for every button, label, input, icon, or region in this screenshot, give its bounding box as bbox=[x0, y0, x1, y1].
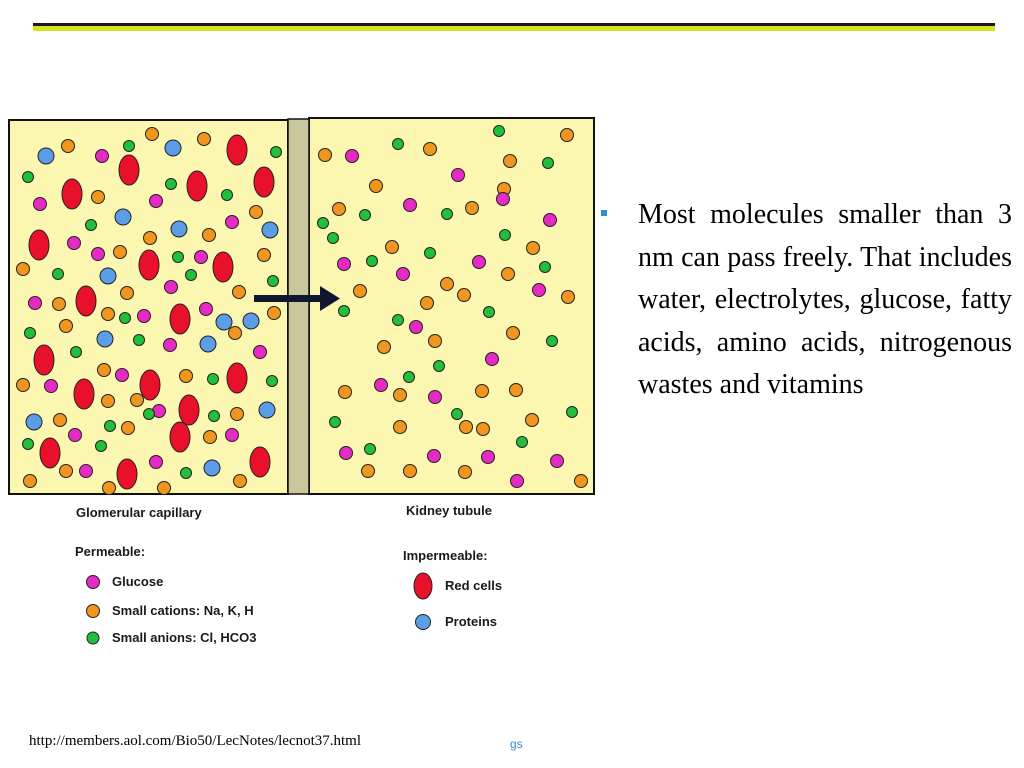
cation-particle bbox=[441, 278, 454, 291]
red-cell-particle bbox=[213, 252, 233, 282]
anion-particle bbox=[271, 147, 282, 158]
cation-particle bbox=[510, 384, 523, 397]
cation-particle bbox=[53, 298, 66, 311]
cation-particle bbox=[250, 206, 263, 219]
anion-particle bbox=[328, 233, 339, 244]
red-cell-legend-label: Red cells bbox=[445, 578, 503, 593]
anion-particle bbox=[442, 209, 453, 220]
bullet-marker bbox=[601, 210, 607, 216]
anion-particle bbox=[23, 172, 34, 183]
red-cell-particle bbox=[117, 459, 137, 489]
glucose-particle bbox=[551, 455, 564, 468]
glucose-legend-icon bbox=[87, 576, 100, 589]
cation-particle bbox=[459, 466, 472, 479]
glucose-particle bbox=[340, 447, 353, 460]
membrane bbox=[288, 119, 309, 494]
glucose-particle bbox=[511, 475, 524, 488]
glucose-particle bbox=[29, 297, 42, 310]
cation-particle bbox=[114, 246, 127, 259]
glucose-particle bbox=[497, 193, 510, 206]
red-cell-particle bbox=[170, 422, 190, 452]
glucose-particle bbox=[34, 198, 47, 211]
anion-particle bbox=[404, 372, 415, 383]
glucose-particle bbox=[254, 346, 267, 359]
cation-particle bbox=[122, 422, 135, 435]
protein-particle bbox=[259, 402, 275, 418]
cation-particle bbox=[526, 414, 539, 427]
glucose-particle bbox=[397, 268, 410, 281]
glucose-particle bbox=[164, 339, 177, 352]
red-cell-particle bbox=[187, 171, 207, 201]
cation-particle bbox=[476, 385, 489, 398]
protein-particle bbox=[100, 268, 116, 284]
right-label: Kidney tubule bbox=[406, 503, 492, 518]
cation-particle bbox=[60, 320, 73, 333]
cation-particle bbox=[258, 249, 271, 262]
red-cell-particle bbox=[139, 250, 159, 280]
glucose-particle bbox=[404, 199, 417, 212]
protein-legend-label: Proteins bbox=[445, 614, 498, 629]
anion-particle bbox=[268, 276, 279, 287]
anion-particle bbox=[267, 376, 278, 387]
glucose-particle bbox=[150, 456, 163, 469]
anion-particle bbox=[393, 315, 404, 326]
cation-particle bbox=[98, 364, 111, 377]
anion-particle bbox=[425, 248, 436, 259]
cation-particle bbox=[421, 297, 434, 310]
cation-particle bbox=[102, 308, 115, 321]
anion-particle bbox=[181, 468, 192, 479]
glucose-particle bbox=[138, 310, 151, 323]
cation-particle bbox=[60, 465, 73, 478]
cation-particle bbox=[92, 191, 105, 204]
cation-particle bbox=[575, 475, 588, 488]
anion-particle bbox=[86, 220, 97, 231]
cation-particle bbox=[158, 482, 171, 495]
glucose-particle bbox=[428, 450, 441, 463]
red-cell-particle bbox=[254, 167, 274, 197]
cation-particle bbox=[477, 423, 490, 436]
cation-particle bbox=[458, 289, 471, 302]
cation-particle bbox=[404, 465, 417, 478]
anion-particle bbox=[339, 306, 350, 317]
cation-particle bbox=[121, 287, 134, 300]
glucose-particle bbox=[533, 284, 546, 297]
filtration-diagram bbox=[8, 115, 600, 650]
cation-particle bbox=[203, 229, 216, 242]
impermeable-heading: Impermeable: bbox=[403, 548, 488, 563]
glucose-legend-label: Glucose bbox=[112, 574, 164, 589]
cation-particle bbox=[180, 370, 193, 383]
anion-legend-label: Small anions: Cl, HCO3 bbox=[112, 630, 257, 645]
glucose-particle bbox=[195, 251, 208, 264]
protein-particle bbox=[216, 314, 232, 330]
cation-legend-icon bbox=[87, 605, 100, 618]
red-cell-particle bbox=[74, 379, 94, 409]
glucose-particle bbox=[375, 379, 388, 392]
cation-particle bbox=[54, 414, 67, 427]
anion-particle bbox=[120, 313, 131, 324]
cation-particle bbox=[561, 129, 574, 142]
glucose-particle bbox=[226, 216, 239, 229]
anion-particle bbox=[434, 361, 445, 372]
glucose-particle bbox=[92, 248, 105, 261]
red-cell-particle bbox=[40, 438, 60, 468]
anion-particle bbox=[124, 141, 135, 152]
red-cell-particle bbox=[29, 230, 49, 260]
cation-particle bbox=[204, 431, 217, 444]
cation-particle bbox=[198, 133, 211, 146]
glucose-particle bbox=[410, 321, 423, 334]
protein-particle bbox=[204, 460, 220, 476]
cation-particle bbox=[146, 128, 159, 141]
cation-particle bbox=[131, 394, 144, 407]
anion-particle bbox=[96, 441, 107, 452]
cation-particle bbox=[103, 482, 116, 495]
glucose-particle bbox=[116, 369, 129, 382]
glucose-particle bbox=[96, 150, 109, 163]
anion-particle bbox=[365, 444, 376, 455]
anion-particle bbox=[105, 421, 116, 432]
anion-particle bbox=[144, 409, 155, 420]
anion-particle bbox=[209, 411, 220, 422]
anion-particle bbox=[186, 270, 197, 281]
protein-particle bbox=[243, 313, 259, 329]
cation-particle bbox=[319, 149, 332, 162]
header-rule-yellow bbox=[33, 26, 995, 31]
anion-particle bbox=[222, 190, 233, 201]
cation-legend-label: Small cations: Na, K, H bbox=[112, 603, 254, 618]
anion-particle bbox=[494, 126, 505, 137]
glucose-particle bbox=[486, 353, 499, 366]
anion-particle bbox=[134, 335, 145, 346]
anion-particle bbox=[567, 407, 578, 418]
glucose-particle bbox=[226, 429, 239, 442]
red-cell-particle bbox=[140, 370, 160, 400]
anion-particle bbox=[360, 210, 371, 221]
glucose-particle bbox=[346, 150, 359, 163]
protein-particle bbox=[97, 331, 113, 347]
anion-particle bbox=[208, 374, 219, 385]
cation-particle bbox=[429, 335, 442, 348]
cation-particle bbox=[234, 475, 247, 488]
cation-particle bbox=[233, 286, 246, 299]
protein-particle bbox=[262, 222, 278, 238]
permeable-heading: Permeable: bbox=[75, 544, 146, 559]
glucose-particle bbox=[45, 380, 58, 393]
glucose-particle bbox=[150, 195, 163, 208]
red-cell-particle bbox=[119, 155, 139, 185]
red-cell-particle bbox=[250, 447, 270, 477]
protein-particle bbox=[171, 221, 187, 237]
anion-particle bbox=[517, 437, 528, 448]
anion-particle bbox=[452, 409, 463, 420]
cation-particle bbox=[460, 421, 473, 434]
anion-legend-icon bbox=[87, 632, 99, 644]
cation-particle bbox=[231, 408, 244, 421]
anion-particle bbox=[173, 252, 184, 263]
red-cell-particle bbox=[227, 363, 247, 393]
cation-particle bbox=[370, 180, 383, 193]
anion-particle bbox=[166, 179, 177, 190]
red-cell-particle bbox=[179, 395, 199, 425]
cation-particle bbox=[229, 327, 242, 340]
footer-fragment: gs bbox=[510, 737, 523, 751]
anion-particle bbox=[71, 347, 82, 358]
anion-particle bbox=[53, 269, 64, 280]
red-cell-particle bbox=[227, 135, 247, 165]
anion-particle bbox=[25, 328, 36, 339]
cation-particle bbox=[562, 291, 575, 304]
cation-particle bbox=[504, 155, 517, 168]
anion-particle bbox=[318, 218, 329, 229]
cation-particle bbox=[466, 202, 479, 215]
cation-particle bbox=[394, 421, 407, 434]
glucose-particle bbox=[452, 169, 465, 182]
cation-particle bbox=[333, 203, 346, 216]
red-cell-legend-icon bbox=[414, 573, 432, 599]
anion-particle bbox=[23, 439, 34, 450]
left-label: Glomerular capillary bbox=[76, 505, 202, 520]
source-url: http://members.aol.com/Bio50/LecNotes/lecnot37.html bbox=[29, 733, 362, 749]
glucose-particle bbox=[165, 281, 178, 294]
cation-particle bbox=[62, 140, 75, 153]
red-cell-particle bbox=[62, 179, 82, 209]
anion-particle bbox=[367, 256, 378, 267]
body-paragraph: Most molecules smaller than 3 nm can pass freely. That includes water, electrolytes, glucose, fatty acids, amino acids, nitrogenous wastes and vitamins bbox=[638, 199, 1012, 401]
protein-legend-icon bbox=[416, 615, 431, 630]
protein-particle bbox=[200, 336, 216, 352]
cation-particle bbox=[339, 386, 352, 399]
cation-particle bbox=[507, 327, 520, 340]
cation-particle bbox=[424, 143, 437, 156]
cation-particle bbox=[394, 389, 407, 402]
glucose-particle bbox=[80, 465, 93, 478]
anion-particle bbox=[547, 336, 558, 347]
cation-particle bbox=[378, 341, 391, 354]
anion-particle bbox=[393, 139, 404, 150]
cation-particle bbox=[502, 268, 515, 281]
glucose-particle bbox=[69, 429, 82, 442]
cation-particle bbox=[17, 379, 30, 392]
cation-particle bbox=[354, 285, 367, 298]
anion-particle bbox=[500, 230, 511, 241]
glucose-particle bbox=[544, 214, 557, 227]
glucose-particle bbox=[68, 237, 81, 250]
cation-particle bbox=[144, 232, 157, 245]
protein-particle bbox=[165, 140, 181, 156]
anion-particle bbox=[484, 307, 495, 318]
cation-particle bbox=[386, 241, 399, 254]
cation-particle bbox=[24, 475, 37, 488]
red-cell-particle bbox=[76, 286, 96, 316]
cation-particle bbox=[17, 263, 30, 276]
protein-particle bbox=[26, 414, 42, 430]
cation-particle bbox=[102, 395, 115, 408]
red-cell-particle bbox=[34, 345, 54, 375]
protein-particle bbox=[115, 209, 131, 225]
anion-particle bbox=[330, 417, 341, 428]
glucose-particle bbox=[200, 303, 213, 316]
glucose-particle bbox=[429, 391, 442, 404]
glucose-particle bbox=[338, 258, 351, 271]
glucose-particle bbox=[482, 451, 495, 464]
glucose-particle bbox=[473, 256, 486, 269]
anion-particle bbox=[543, 158, 554, 169]
protein-particle bbox=[38, 148, 54, 164]
anion-particle bbox=[540, 262, 551, 273]
cation-particle bbox=[268, 307, 281, 320]
red-cell-particle bbox=[170, 304, 190, 334]
cation-particle bbox=[362, 465, 375, 478]
cation-particle bbox=[527, 242, 540, 255]
